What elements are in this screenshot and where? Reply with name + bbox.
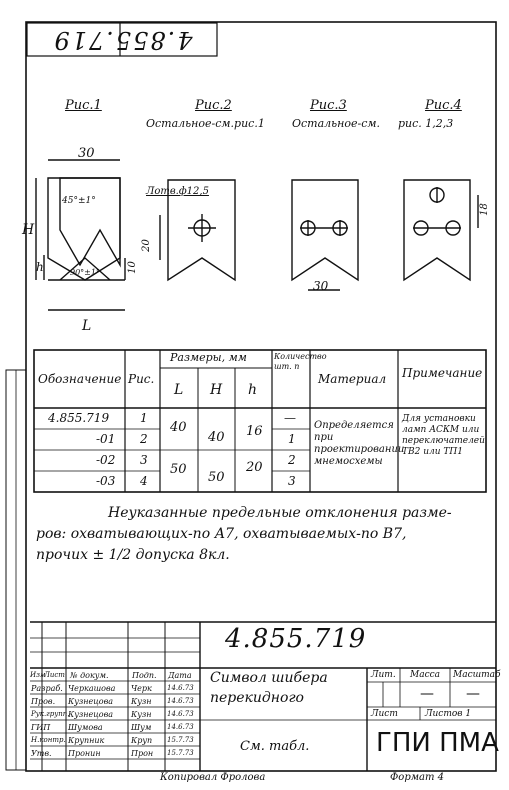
stamp-see: См. табл. (240, 739, 310, 754)
dim-H: H (22, 222, 35, 238)
person-role-2: Рук.групп. (31, 710, 70, 718)
fig-label-1: Рис.1 (65, 98, 102, 113)
dim-L: L (82, 318, 92, 334)
dim-h: h (36, 260, 44, 274)
figure-4 (404, 180, 478, 280)
fig-label-2: Рис.2 (195, 98, 232, 113)
person-date-1: 14.6.73 (167, 697, 194, 705)
cell-material: Определяется при проектировании мнемосхемы (314, 420, 405, 467)
person-sign-2: Кузн (131, 710, 152, 719)
copied-by: Копировал Фролова (160, 772, 266, 783)
th-H: H (210, 382, 223, 398)
row-qty-3: 3 (288, 474, 296, 488)
cell-note: Для установки ламп АСКМ или переключателей ТВ2 или ТП1 (402, 414, 485, 457)
person-name-0: Черкашова (68, 684, 116, 693)
fig-note-3: Остальное-см. (292, 117, 381, 130)
cell-L-top: 40 (170, 420, 187, 435)
th-material: Материал (318, 372, 387, 386)
dim-30-fig3: 30 (313, 279, 329, 293)
cell-H-top: 40 (208, 430, 225, 445)
person-role-4: Н.контр. (31, 736, 66, 744)
note-line-3: прочих ± 1/2 допуска 8кл. (36, 547, 230, 563)
stamp-scale-label: Масштаб (453, 670, 501, 680)
dim-angle-45: 45°±1° (62, 196, 96, 206)
stamp-sheet-label: Лист (371, 709, 398, 719)
dim-angle-90: 90°±1° (70, 268, 100, 277)
th-fig: Рис. (128, 372, 155, 386)
stamp-sheets-label: Листов 1 (425, 709, 472, 719)
doc-number-top: 4.855.719 (52, 26, 193, 54)
stamp-col-list: Лист (44, 671, 65, 679)
cell-h-top: 16 (246, 424, 263, 439)
dim-18: 18 (478, 203, 490, 216)
row-qty-1: 1 (288, 432, 296, 446)
person-sign-5: Прон (131, 749, 154, 758)
stamp-mass-value: — (420, 686, 434, 702)
fig-note-2: Остальное-см.рис.1 (146, 117, 265, 130)
stamp-col-sign: Подп. (132, 671, 157, 680)
stamp-company: ГПИ ПМА (376, 728, 499, 758)
th-L: L (174, 382, 184, 398)
person-date-2: 14.6.73 (167, 710, 194, 718)
stamp-col-date: Дата (168, 671, 192, 680)
dim-hole: Лотв.ф12,5 (146, 186, 209, 197)
person-date-3: 14.6.73 (167, 723, 194, 731)
row-qty-2: 2 (288, 453, 296, 467)
fig-label-3: Рис.3 (310, 98, 347, 113)
note-line-1: Неуказанные предельные отклонения разме- (108, 505, 452, 521)
row-designation-2: -02 (96, 453, 116, 467)
stamp-lit-label: Лит. (371, 670, 396, 680)
fig-note-4: рис. 1,2,3 (398, 117, 454, 130)
stamp-scale-value: — (466, 686, 480, 702)
person-sign-4: Круп (131, 736, 153, 745)
person-name-3: Шумова (68, 723, 103, 732)
person-role-3: ГИП (31, 723, 51, 732)
cell-H-bottom: 50 (208, 470, 225, 485)
sheet-frame (26, 22, 496, 771)
th-designation: Обозначение (38, 372, 122, 386)
th-note: Примечание (402, 366, 483, 380)
person-role-5: Утв. (31, 749, 52, 758)
person-name-4: Крупник (68, 736, 105, 745)
person-date-4: 15.7.73 (167, 736, 194, 744)
row-designation-1: -01 (96, 432, 116, 446)
format-label: Формат 4 (390, 772, 444, 783)
figure-3 (292, 180, 358, 290)
person-name-2: Кузнецова (68, 710, 114, 719)
person-sign-1: Кузн (131, 697, 152, 706)
stamp-mass-label: Масса (410, 670, 441, 680)
th-sizes: Размеры, мм (170, 351, 247, 364)
row-designation-0: 4.855.719 (48, 411, 110, 425)
row-qty-0: — (284, 411, 296, 425)
cell-h-bottom: 20 (246, 460, 263, 475)
fig-label-4: Рис.4 (425, 98, 462, 113)
stamp-title-1: Символ шибера (210, 670, 328, 686)
dim-30-top: 30 (78, 146, 95, 161)
person-sign-0: Черк (131, 684, 152, 693)
note-line-2: ров: охватывающих-по А7, охватываемых-по В7, (36, 526, 407, 542)
cell-L-bottom: 50 (170, 462, 187, 477)
person-role-1: Пров. (31, 697, 56, 706)
person-name-1: Кузнецова (68, 697, 114, 706)
th-h: h (248, 382, 258, 398)
person-date-0: 14.6.73 (167, 684, 194, 692)
stamp-col-izm: Изм (30, 671, 46, 679)
person-date-5: 15.7.73 (167, 749, 194, 757)
person-role-0: Разраб. (31, 684, 63, 693)
row-fig-2: 3 (140, 453, 148, 467)
stamp-title-2: перекидного (210, 690, 304, 706)
stamp-col-doc: № докум. (70, 671, 109, 680)
person-name-5: Пронин (68, 749, 101, 758)
stamp-number: 4.855.719 (225, 624, 367, 654)
row-fig-0: 1 (140, 411, 148, 425)
figure-1 (36, 160, 125, 310)
th-qty: Количество шт. n (274, 352, 327, 371)
person-sign-3: Шум (131, 723, 152, 732)
dim-20: 20 (140, 239, 152, 252)
row-fig-1: 2 (140, 432, 148, 446)
row-fig-3: 4 (140, 474, 148, 488)
row-designation-3: -03 (96, 474, 116, 488)
dim-10: 10 (126, 261, 138, 274)
